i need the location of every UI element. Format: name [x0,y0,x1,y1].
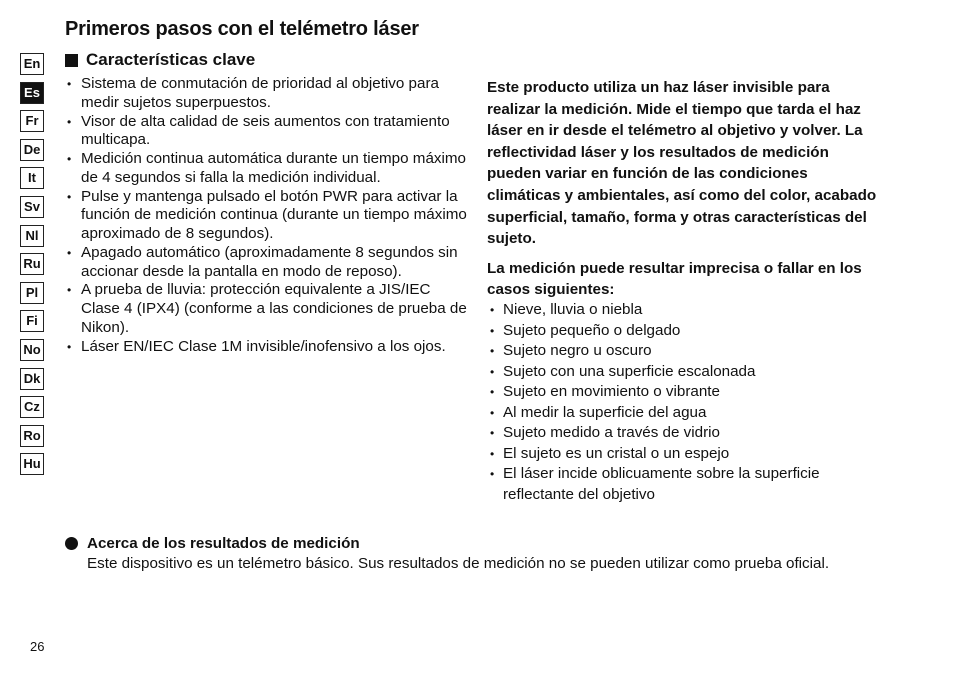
lang-tab-dk[interactable]: Dk [20,368,44,390]
results-heading [65,535,360,552]
list-item: • Al medir la superficie del agua [487,403,882,424]
features-list [65,75,470,357]
lang-tab-ro[interactable]: Ro [20,425,44,447]
square-bullet-icon [65,54,78,67]
lang-tab-pl[interactable]: Pl [20,282,44,304]
lang-tab-hu[interactable]: Hu [20,453,44,475]
list-item: • Láser EN/IEC Clase 1M invisible/inofensivo a los ojos. [65,338,470,357]
list-item: • Medición continua automática durante un tiempo máximo de 4 segundos si falla la medición individual. [65,150,470,187]
lang-tab-sv[interactable]: Sv [20,196,44,218]
list-item: • Sujeto pequeño o delgado [487,321,882,342]
results-text: Este dispositivo es un telémetro básico. Sus resultados de medición no se pueden utilizar como prueba oficial. [87,555,830,572]
list-item: • El sujeto es un cristal o un espejo [487,444,882,465]
language-tabs [20,53,44,482]
features-heading [65,50,255,70]
list-item: • El láser incide oblicuamente sobre la superficie reflectante del objetivo [487,464,882,505]
lang-tab-fi[interactable]: Fi [20,310,44,332]
lang-tab-it[interactable]: It [20,167,44,189]
lang-tab-en[interactable]: En [20,53,44,75]
list-item: • Sujeto en movimiento o vibrante [487,382,882,403]
list-item: • A prueba de lluvia: protección equivalente a JIS/IEC Clase 4 (IPX4) (conforme a las condiciones de prueba de Nikon). [65,281,470,337]
list-item: • Apagado automático (aproximadamente 8 segundos sin accionar desde la pantalla en modo de reposo). [65,244,470,281]
features-heading-text: Características clave [86,50,256,69]
measurement-intro: Este producto utiliza un haz láser invisible para realizar la medición. Mide el tiempo que tarda el haz láser en ir desde el telémetro al objetivo y volver. La reflectividad láser y los resultados de medición pueden variar en función de las condiciones climáticas y ambientales, así como del color, acabado superficial, tamaño, forma y otras características del sujeto. [487,79,877,248]
page-number: 26 [30,639,45,654]
list-item: • Visor de alta calidad de seis aumentos con tratamiento multicapa. [65,113,470,150]
lang-tab-ru[interactable]: Ru [20,253,44,275]
list-item: • Pulse y mantenga pulsado el botón PWR para activar la función de medición continua (durante un tiempo máximo aproximado de 8 segundos). [65,188,470,244]
list-item: • Sujeto medido a través de vidrio [487,423,882,444]
lang-tab-cz[interactable]: Cz [20,396,44,418]
lang-tab-nl[interactable]: Nl [20,225,44,247]
list-item: • Sistema de conmutación de prioridad al objetivo para medir sujetos superpuestos. [65,75,470,112]
list-item: • Sujeto con una superficie escalonada [487,362,882,383]
lang-tab-fr[interactable]: Fr [20,110,44,132]
page-title: Primeros pasos con el telémetro láser [65,18,419,40]
results-heading-text: Acerca de los resultados de medición [87,535,360,552]
lang-tab-no[interactable]: No [20,339,44,361]
lang-tab-de[interactable]: De [20,139,44,161]
lang-tab-es[interactable]: Es [20,82,44,104]
circle-bullet-icon [65,537,78,550]
cases-list [487,300,882,505]
cases-heading: La medición puede resultar imprecisa o fallar en los casos siguientes: [487,260,862,298]
list-item: • Sujeto negro u oscuro [487,341,882,362]
list-item: • Nieve, lluvia o niebla [487,300,882,321]
